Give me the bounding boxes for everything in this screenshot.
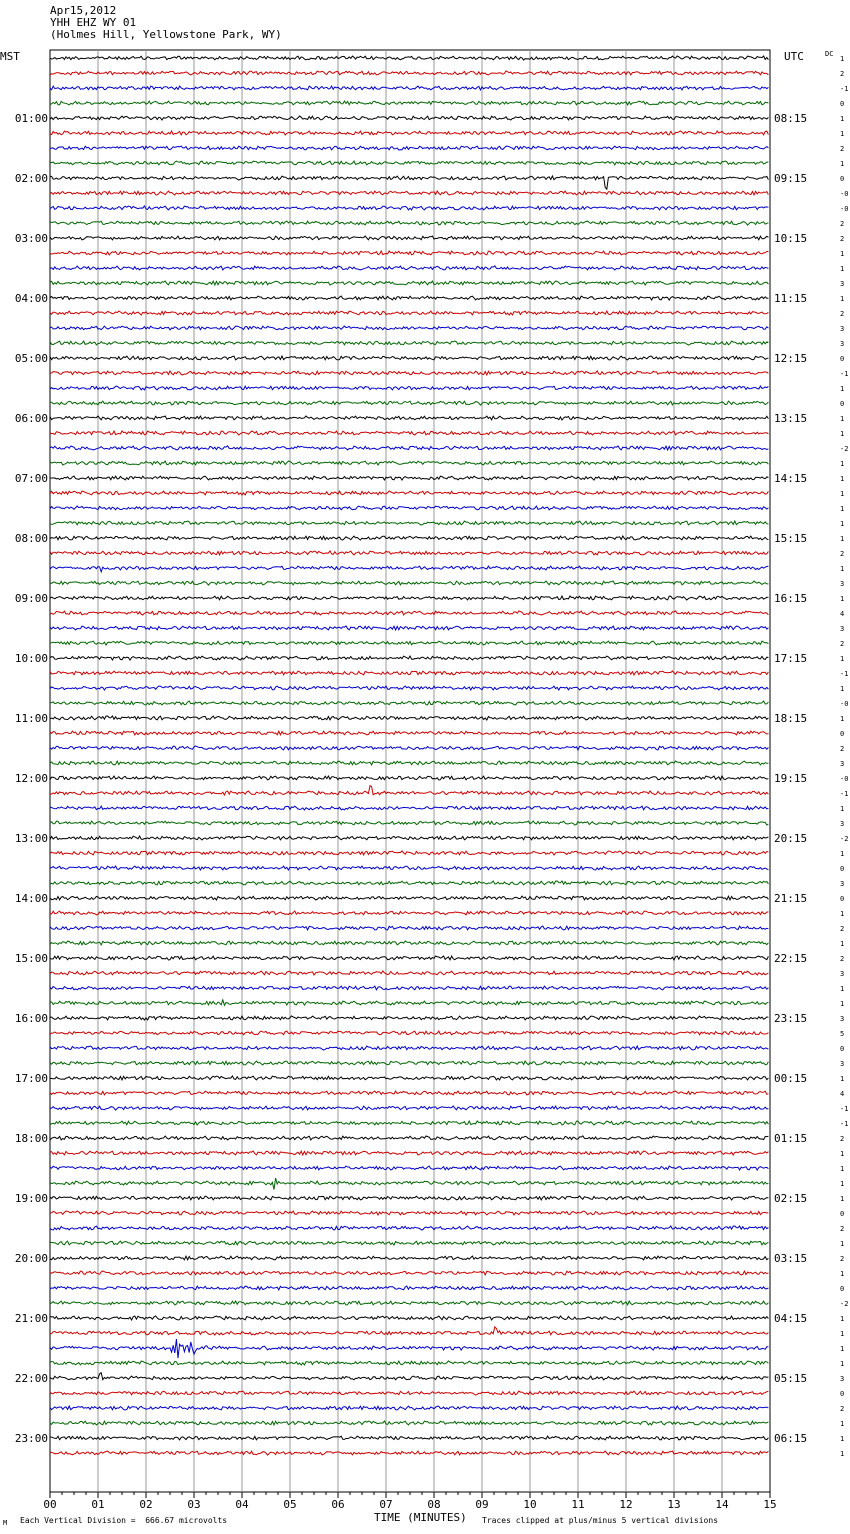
trace-line [50, 746, 768, 750]
x-tick-label: 03 [187, 1498, 201, 1511]
trace-line [50, 941, 768, 945]
trace-line [50, 116, 768, 120]
dc-offset-label: 3 [840, 820, 845, 828]
trace-line [50, 686, 768, 690]
dc-offset-label: 1 [840, 1435, 845, 1443]
dc-offset-label: 1 [840, 595, 845, 603]
trace-line [50, 581, 768, 585]
trace-line [50, 821, 768, 825]
trace-line [50, 1451, 768, 1455]
chart-subtitle: (Holmes Hill, Yellowstone Park, WY) [50, 28, 282, 41]
hour-label-right: 09:15 [774, 172, 808, 185]
trace-line [50, 386, 768, 390]
dc-offset-label: 2 [840, 955, 845, 963]
dc-offset-label: 1 [840, 1420, 845, 1428]
trace-line [50, 806, 768, 810]
hour-label-right: 12:15 [774, 352, 808, 365]
trace-line [50, 1166, 768, 1170]
plot-frame [50, 50, 770, 1492]
trace-line [50, 191, 768, 195]
trace-line [50, 1016, 768, 1020]
corner-mark: M [3, 1519, 8, 1527]
dc-offset-label: 1 [840, 985, 845, 993]
dc-offset-label: 1 [840, 850, 845, 858]
x-tick-label: 12 [619, 1498, 633, 1511]
x-tick-label: 00 [43, 1498, 57, 1511]
hour-label-left: 23:00 [14, 1432, 48, 1445]
dc-offset-label: 0 [840, 400, 845, 408]
dc-offset-label: 0 [840, 1045, 845, 1053]
x-axis-label: TIME (MINUTES) [374, 1511, 467, 1524]
trace-line [50, 881, 768, 885]
trace-line [50, 656, 768, 660]
dc-offset-label: -0 [840, 700, 849, 708]
trace-line [50, 1339, 768, 1358]
dc-offset-label: 1 [840, 910, 845, 918]
trace-line [50, 716, 768, 720]
trace-line [50, 1151, 768, 1155]
trace-line [50, 566, 768, 572]
trace-line [50, 896, 768, 900]
trace-line [50, 1046, 768, 1050]
dc-offset-label: 2 [840, 1405, 845, 1413]
trace-line [50, 281, 768, 285]
trace-line [50, 1031, 768, 1035]
hour-label-right: 22:15 [774, 952, 808, 965]
hour-label-left: 14:00 [14, 892, 48, 905]
hour-label-left: 12:00 [14, 772, 48, 785]
dc-offset-label: 0 [840, 1210, 845, 1218]
trace-line [50, 1196, 768, 1200]
dc-offset-label: 1 [840, 415, 845, 423]
dc-offset-label: 0 [840, 895, 845, 903]
dc-offset-label: 3 [840, 325, 845, 333]
trace-line [50, 1076, 768, 1080]
hour-label-right: 00:15 [774, 1072, 808, 1085]
dc-offset-label: 5 [840, 1030, 845, 1038]
x-tick-label: 07 [379, 1498, 393, 1511]
trace-line [50, 1361, 768, 1365]
trace-line [50, 956, 768, 960]
dc-offset-label: 1 [840, 715, 845, 723]
hour-label-right: 05:15 [774, 1372, 808, 1385]
left-zone-label: MST [0, 50, 20, 63]
dc-offset-label: 1 [840, 1315, 845, 1323]
dc-offset-label: 2 [840, 1255, 845, 1263]
trace-line [50, 1391, 768, 1395]
dc-offset-label: 1 [840, 475, 845, 483]
dc-offset-label: -1 [840, 670, 849, 678]
hour-label-right: 21:15 [774, 892, 808, 905]
trace-line [50, 521, 768, 525]
right-zone-label: UTC [784, 50, 804, 63]
trace-line [50, 971, 768, 975]
dc-offset-label: 1 [840, 655, 845, 663]
trace-line [50, 431, 768, 435]
trace-line [50, 596, 768, 600]
trace-line [50, 356, 768, 360]
dc-offset-label: -1 [840, 370, 849, 378]
dc-offset-label: 0 [840, 100, 845, 108]
trace-line [50, 866, 768, 870]
trace-line [50, 911, 768, 915]
dc-offset-label: 1 [840, 295, 845, 303]
trace-line [50, 206, 768, 210]
hour-label-left: 19:00 [14, 1192, 48, 1205]
clip-note: Traces clipped at plus/minus 5 vertical divisions [482, 1516, 719, 1525]
trace-line [50, 701, 768, 705]
trace-line [50, 446, 768, 450]
trace-line [50, 626, 768, 630]
trace-line [50, 1436, 768, 1440]
trace-line [50, 461, 768, 465]
hour-label-right: 03:15 [774, 1252, 808, 1265]
trace-line [50, 1136, 768, 1140]
trace-line [50, 926, 768, 930]
hour-label-left: 15:00 [14, 952, 48, 965]
x-tick-label: 01 [91, 1498, 105, 1511]
dc-offset-label: -0 [840, 190, 849, 198]
dc-offset-label: 1 [840, 685, 845, 693]
hour-label-left: 05:00 [14, 352, 48, 365]
dc-offset-label: 1 [840, 160, 845, 168]
dc-offset-label: 1 [840, 1330, 845, 1338]
trace-line [50, 836, 768, 840]
dc-offset-label: 1 [840, 1180, 845, 1188]
hour-label-left: 06:00 [14, 412, 48, 425]
hour-label-right: 15:15 [774, 532, 808, 545]
trace-line [50, 101, 768, 105]
dc-offset-label: 1 [840, 505, 845, 513]
dc-offset-label: 3 [840, 880, 845, 888]
hour-label-left: 11:00 [14, 712, 48, 725]
dc-offset-label: 2 [840, 310, 845, 318]
trace-line [50, 641, 768, 645]
x-tick-label: 08 [427, 1498, 441, 1511]
x-tick-label: 02 [139, 1498, 153, 1511]
hour-label-left: 18:00 [14, 1132, 48, 1145]
hour-label-left: 04:00 [14, 292, 48, 305]
trace-line [50, 1421, 768, 1425]
trace-line [50, 1091, 768, 1095]
hour-label-left: 02:00 [14, 172, 48, 185]
x-tick-label: 09 [475, 1498, 489, 1511]
trace-line [50, 71, 768, 75]
dc-offset-label: 1 [840, 940, 845, 948]
dc-offset-label: 3 [840, 580, 845, 588]
dc-offset-label: 1 [840, 805, 845, 813]
hour-label-right: 10:15 [774, 232, 808, 245]
trace-line [50, 1286, 768, 1290]
trace-line [50, 1211, 768, 1215]
hour-label-right: 13:15 [774, 412, 808, 425]
dc-offset-label: 2 [840, 1135, 845, 1143]
trace-line [50, 176, 768, 189]
dc-offset-label: 0 [840, 1285, 845, 1293]
hour-label-left: 20:00 [14, 1252, 48, 1265]
hour-label-left: 09:00 [14, 592, 48, 605]
trace-line [50, 341, 768, 345]
dc-offset-label: 0 [840, 1390, 845, 1398]
dc-offset-label: 1 [840, 535, 845, 543]
dc-offset-label: 1 [840, 460, 845, 468]
hour-label-right: 01:15 [774, 1132, 808, 1145]
trace-line [50, 416, 768, 420]
trace-line [50, 671, 768, 675]
dc-offset-label: 0 [840, 355, 845, 363]
dc-offset-label: 1 [840, 1150, 845, 1158]
hour-label-left: 16:00 [14, 1012, 48, 1025]
trace-line [50, 1301, 768, 1305]
dc-offset-label: 2 [840, 925, 845, 933]
dc-offset-label: 1 [840, 1360, 845, 1368]
dc-offset-label: 0 [840, 730, 845, 738]
dc-offset-label: -0 [840, 205, 849, 213]
hour-label-right: 20:15 [774, 832, 808, 845]
dc-offset-label: 0 [840, 865, 845, 873]
hour-label-right: 04:15 [774, 1312, 808, 1325]
dc-offset-label: -1 [840, 85, 849, 93]
dc-offset-label: 3 [840, 760, 845, 768]
dc-offset-label: 1 [840, 1450, 845, 1458]
dc-offset-label: 3 [840, 1375, 845, 1383]
dc-label: DC [825, 50, 834, 58]
x-tick-label: 14 [715, 1498, 729, 1511]
dc-offset-label: 0 [840, 175, 845, 183]
dc-offset-label: 4 [840, 610, 845, 618]
trace-line [50, 611, 768, 615]
trace-line [50, 1406, 768, 1410]
hour-label-right: 19:15 [774, 772, 808, 785]
trace-line [50, 1271, 768, 1275]
hour-label-right: 06:15 [774, 1432, 808, 1445]
trace-line [50, 1316, 768, 1320]
dc-offset-label: 1 [840, 1165, 845, 1173]
dc-offset-label: 3 [840, 1060, 845, 1068]
dc-offset-label: -1 [840, 790, 849, 798]
dc-offset-label: -2 [840, 445, 849, 453]
trace-line [50, 266, 768, 270]
trace-line [50, 296, 768, 300]
trace-line [50, 1256, 768, 1260]
dc-offset-label: -1 [840, 1105, 849, 1113]
dc-offset-label: 1 [840, 385, 845, 393]
dc-offset-label: 4 [840, 1090, 845, 1098]
trace-line [50, 326, 768, 330]
x-tick-label: 10 [523, 1498, 537, 1511]
hour-label-left: 03:00 [14, 232, 48, 245]
x-tick-label: 15 [763, 1498, 777, 1511]
trace-line [50, 851, 768, 855]
x-tick-label: 05 [283, 1498, 297, 1511]
trace-line [50, 131, 768, 135]
dc-offset-label: -1 [840, 1120, 849, 1128]
dc-offset-label: 2 [840, 640, 845, 648]
hour-label-left: 01:00 [14, 112, 48, 125]
trace-line [50, 506, 768, 510]
dc-offset-label: 1 [840, 520, 845, 528]
trace-line [50, 236, 768, 240]
trace-line [50, 1226, 768, 1230]
trace-line [50, 731, 768, 735]
x-tick-label: 11 [571, 1498, 585, 1511]
dc-offset-label: 1 [840, 55, 845, 63]
trace-line [50, 401, 768, 405]
dc-offset-label: 3 [840, 280, 845, 288]
trace-line [50, 56, 768, 60]
trace-line [50, 1178, 768, 1190]
trace-line [50, 986, 768, 990]
dc-offset-label: 1 [840, 1240, 845, 1248]
trace-line [50, 1327, 768, 1335]
hour-label-right: 08:15 [774, 112, 808, 125]
dc-offset-label: 3 [840, 970, 845, 978]
hour-label-right: 17:15 [774, 652, 808, 665]
dc-offset-label: 1 [840, 1195, 845, 1203]
dc-offset-label: 1 [840, 115, 845, 123]
hour-label-right: 16:15 [774, 592, 808, 605]
hour-label-left: 10:00 [14, 652, 48, 665]
trace-line [50, 1106, 768, 1110]
dc-offset-label: -0 [840, 775, 849, 783]
chart-title: YHH EHZ WY 01 [50, 16, 137, 29]
x-tick-label: 04 [235, 1498, 249, 1511]
dc-offset-label: 1 [840, 430, 845, 438]
dc-offset-label: -2 [840, 835, 849, 843]
hour-label-left: 08:00 [14, 532, 48, 545]
dc-offset-label: 1 [840, 1075, 845, 1083]
trace-line [50, 491, 768, 495]
dc-offset-label: 2 [840, 145, 845, 153]
trace-line [50, 776, 768, 780]
trace-line [50, 371, 768, 375]
dc-offset-label: 3 [840, 340, 845, 348]
trace-line [50, 536, 768, 540]
dc-offset-label: 2 [840, 235, 845, 243]
hour-label-right: 18:15 [774, 712, 808, 725]
trace-line [50, 311, 768, 315]
dc-offset-label: 2 [840, 220, 845, 228]
dc-offset-label: -2 [840, 1300, 849, 1308]
hour-label-right: 23:15 [774, 1012, 808, 1025]
trace-line [50, 1241, 768, 1245]
trace-line [50, 86, 768, 90]
dc-offset-label: 1 [840, 130, 845, 138]
trace-line [50, 476, 768, 480]
trace-line [50, 1000, 768, 1006]
hour-label-right: 14:15 [774, 472, 808, 485]
dc-offset-label: 1 [840, 1000, 845, 1008]
trace-line [50, 786, 768, 795]
dc-offset-label: 1 [840, 565, 845, 573]
hour-label-left: 13:00 [14, 832, 48, 845]
x-tick-label: 13 [667, 1498, 681, 1511]
trace-line [50, 221, 768, 225]
dc-offset-label: 2 [840, 550, 845, 558]
trace-line [50, 1373, 768, 1380]
hour-label-left: 07:00 [14, 472, 48, 485]
dc-offset-label: 3 [840, 1015, 845, 1023]
dc-offset-label: 1 [840, 490, 845, 498]
hour-label-left: 22:00 [14, 1372, 48, 1385]
dc-offset-label: 1 [840, 250, 845, 258]
dc-offset-label: 1 [840, 265, 845, 273]
trace-line [50, 251, 768, 255]
dc-offset-label: 2 [840, 70, 845, 78]
x-tick-label: 06 [331, 1498, 345, 1511]
hour-label-right: 02:15 [774, 1192, 808, 1205]
dc-offset-label: 2 [840, 745, 845, 753]
scale-note: Each Vertical Division = 666.67 microvolts [20, 1516, 228, 1525]
hour-label-left: 21:00 [14, 1312, 48, 1325]
dc-offset-label: 3 [840, 625, 845, 633]
hour-label-left: 17:00 [14, 1072, 48, 1085]
trace-line [50, 146, 768, 150]
hour-label-right: 11:15 [774, 292, 808, 305]
dc-offset-label: 1 [840, 1345, 845, 1353]
trace-line [50, 161, 768, 165]
dc-offset-label: 2 [840, 1225, 845, 1233]
trace-line [50, 551, 768, 555]
trace-line [50, 1061, 768, 1065]
chart-date: Apr15,2012 [50, 4, 117, 17]
trace-line [50, 1121, 768, 1125]
dc-offset-label: 1 [840, 1270, 845, 1278]
trace-line [50, 761, 768, 765]
